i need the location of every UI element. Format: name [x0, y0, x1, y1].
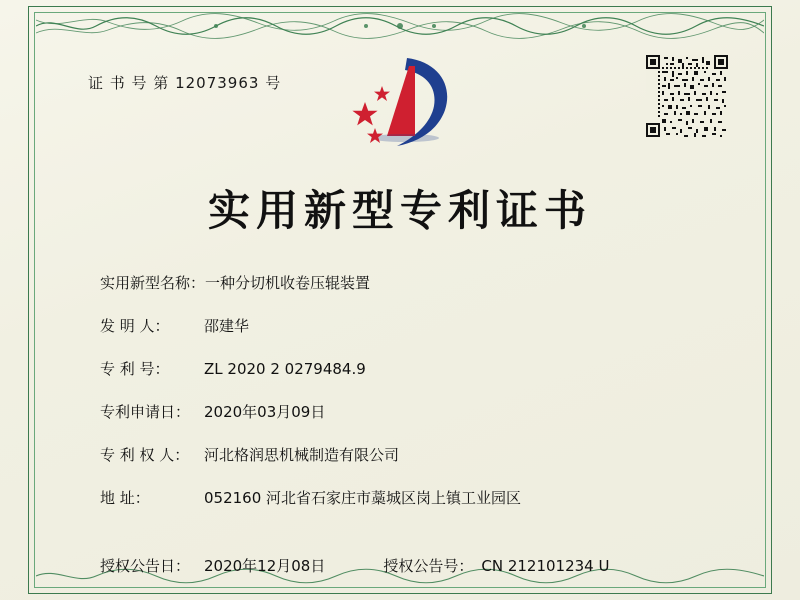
field-label-patentee: 专 利 权 人： — [100, 446, 190, 464]
field-row-name — [100, 272, 720, 293]
field-label-name: 实用新型名称： — [100, 274, 206, 292]
field-value-inventor: 邵建华 — [204, 317, 250, 335]
field-row-patent-number — [100, 358, 720, 379]
field-label-application-date: 专利申请日： — [100, 403, 191, 421]
certificate-number: 证 书 号 第 12073963 号 — [88, 74, 282, 92]
field-value-name: 一种分切机收卷压辊装置 — [205, 274, 371, 292]
field-value-application-date: 2020年03月09日 — [204, 403, 326, 421]
footer-row — [100, 555, 720, 576]
field-row-application-date — [100, 401, 720, 422]
grant-date-label: 授权公告日： — [100, 557, 191, 575]
top-ornament — [36, 13, 764, 39]
qr-code — [646, 55, 728, 137]
patent-office-logo-icon — [335, 50, 465, 160]
field-value-address: 052160 河北省石家庄市藁城区岗上镇工业园区 — [204, 489, 522, 507]
field-label-patent-number: 专 利 号： — [100, 360, 170, 378]
grant-date-value: 2020年12月08日 — [204, 557, 326, 575]
field-label-inventor: 发 明 人： — [100, 317, 170, 335]
field-row-address — [100, 487, 720, 508]
grant-number-group — [383, 555, 609, 576]
field-value-patentee: 河北格润思机械制造有限公司 — [204, 446, 400, 464]
field-list — [100, 272, 720, 530]
page-title: 实用新型专利证书 — [207, 186, 592, 235]
field-label-address: 地 址： — [100, 489, 150, 507]
grant-number-label: 授权公告号： — [383, 557, 474, 575]
field-row-inventor — [100, 315, 720, 336]
field-value-patent-number: ZL 2020 2 0279484.9 — [204, 360, 366, 378]
grant-number-value: CN 212101234 U — [481, 557, 610, 575]
field-row-patentee — [100, 444, 720, 465]
